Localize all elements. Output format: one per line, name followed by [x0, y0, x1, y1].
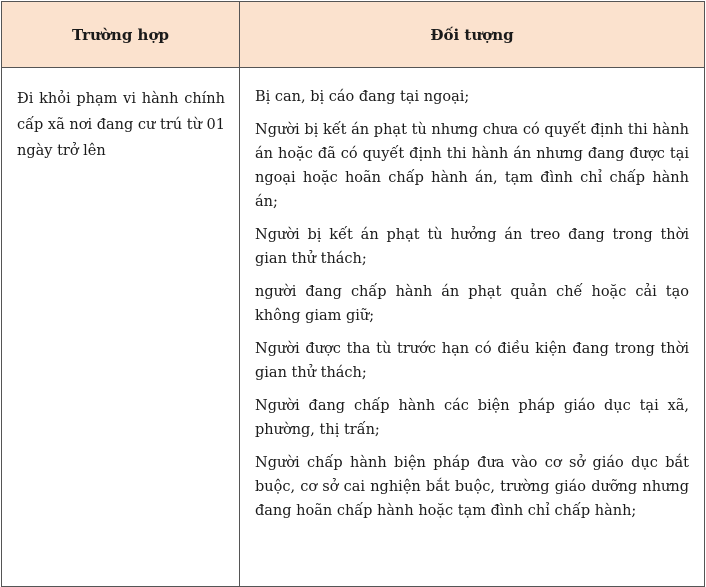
subject-item: Người được tha tù trước hạn có điều kiện đang trong thời gian thử thách;	[255, 341, 689, 381]
subjects-table	[1, 1, 705, 587]
subject-item: Người chấp hành biện pháp đưa vào cơ sở giáo dục bắt buộc, cơ sở cai nghiện bắt buộc, trường giáo dưỡng nhưng đang hoãn chấp hành hoặc tạm đình chỉ chấp hành;	[255, 455, 689, 519]
table-header-row	[2, 2, 705, 68]
header-case: Trường hợp	[2, 2, 240, 68]
subject-cell	[240, 68, 705, 587]
subject-item: Người đang chấp hành các biện pháp giáo dục tại xã, phường, thị trấn;	[255, 398, 689, 438]
subject-item: người đang chấp hành án phạt quản chế hoặc cải tạo không giam giữ;	[255, 284, 689, 324]
subject-item: Người bị kết án phạt tù hưởng án treo đang trong thời gian thử thách;	[255, 227, 689, 267]
case-cell: Đi khỏi phạm vi hành chính cấp xã nơi đang cư trú từ 01 ngày trở lên	[2, 68, 240, 587]
table-row	[2, 68, 705, 587]
subject-item: Bị can, bị cáo đang tại ngoại;	[255, 89, 470, 105]
subject-item: Người bị kết án phạt tù nhưng chưa có quyết định thi hành án hoặc đã có quyết định thi hành án nhưng đang được tại ngoại hoặc hoãn chấp hành án, tạm đình chỉ chấp hành án;	[255, 122, 689, 210]
header-subject: Đối tượng	[240, 2, 705, 68]
